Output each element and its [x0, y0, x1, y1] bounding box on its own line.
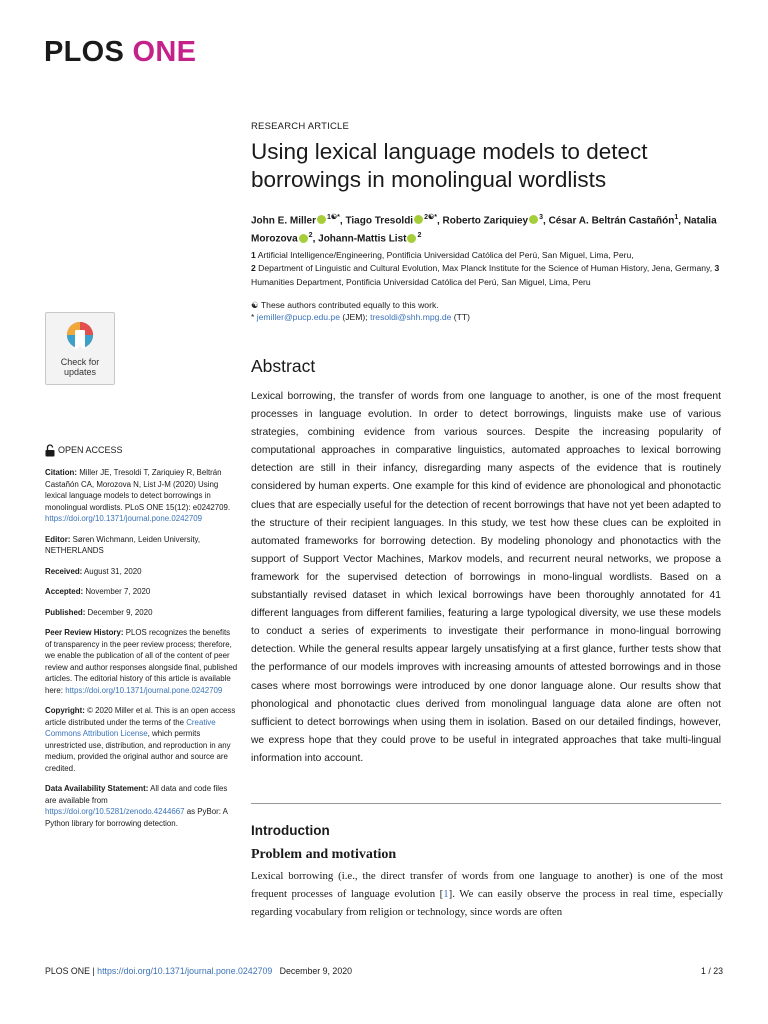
- editor-label: Editor:: [45, 534, 71, 544]
- copyright-text: © 2020 Miller et al. This is an open access article distributed under the terms of the: [45, 706, 236, 727]
- affiliations: [251, 249, 731, 289]
- author-name[interactable]: , Roberto Zariquiey: [437, 215, 529, 227]
- problem-motivation-heading: Problem and motivation: [251, 847, 397, 862]
- intro-text-start: Lexical borrowing (i.e., the direct transfer of words from one language to another) is one of the most frequent processes of language evolution [: [251, 870, 723, 900]
- footer-date: December 9, 2020: [279, 966, 352, 976]
- article-title: Using lexical language models to detect borrowings in monolingual wordlists: [251, 139, 648, 192]
- data-availability-label: Data Availability Statement:: [45, 784, 149, 793]
- orcid-icon[interactable]: [299, 234, 308, 243]
- email-link[interactable]: jemiller@pucp.edu.pe: [256, 311, 340, 322]
- footer-left: [45, 966, 352, 976]
- introduction-paragraph: [251, 867, 723, 921]
- copyright-label: Copyright:: [45, 706, 85, 715]
- logo-plos: PLOS: [44, 36, 125, 68]
- author-superscript: 2☯*: [424, 214, 437, 221]
- affiliation-text: Artificial Intelligence/Engineering, Pontificia Universidad Católica del Perú, San Miguel, Lima, Peru,: [257, 250, 634, 260]
- zenodo-link[interactable]: https://doi.org/10.5281/zenodo.4244667: [45, 807, 185, 816]
- author-name[interactable]: , Tiago Tresoldi: [339, 215, 414, 227]
- editor-block: [45, 534, 238, 557]
- copyright-text-end: , which permits unrestricted use, distribution, and reproduction in any medium, provided the original author and source are credited.: [45, 729, 231, 773]
- intro-text-end: ]. We can easily observe the process in real time, especially regarding vocabulary from religion or technology, since words are often: [251, 888, 723, 918]
- author-superscript: 2: [417, 232, 422, 240]
- author-name[interactable]: , Johann-Mattis List: [312, 233, 407, 245]
- orcid-icon[interactable]: [529, 215, 538, 224]
- citation-label: Citation:: [45, 468, 77, 477]
- section-divider: [251, 803, 721, 804]
- peer-review-block: [45, 627, 238, 696]
- email-link[interactable]: tresoldi@shh.mpg.de: [370, 311, 452, 322]
- affiliation-text: Humanities Department, Pontificia Universidad Católica del Perú, San Miguel, Lima, Peru: [251, 276, 591, 287]
- open-lock-icon: [45, 444, 55, 457]
- equal-contribution-note: ☯ These authors contributed equally to this work.: [251, 300, 439, 310]
- author-superscript: 2: [308, 232, 313, 240]
- footer-doi-link[interactable]: https://doi.org/10.1371/journal.pone.0242709: [97, 966, 273, 976]
- citation-block: [45, 467, 238, 525]
- footer-separator: |: [89, 966, 98, 976]
- check-for-updates-badge[interactable]: [45, 312, 115, 385]
- accepted-block: [45, 586, 238, 598]
- accepted-label: Accepted:: [45, 587, 84, 596]
- published-block: [45, 607, 238, 619]
- badge-label: [46, 357, 114, 377]
- peer-review-label: Peer Review History:: [45, 628, 124, 637]
- introduction-heading: Introduction: [251, 823, 330, 838]
- published-label: Published:: [45, 607, 86, 617]
- author-list: [251, 210, 741, 247]
- open-access-label: [45, 444, 238, 457]
- orcid-icon[interactable]: [414, 215, 423, 224]
- author-superscript: 1☯*: [327, 214, 340, 221]
- abstract-heading: Abstract: [251, 356, 316, 376]
- orcid-icon[interactable]: [407, 234, 416, 243]
- author-name[interactable]: , Natalia Morozova: [251, 215, 717, 245]
- citation-doi-link[interactable]: https://doi.org/10.1371/journal.pone.0242709: [45, 514, 203, 523]
- affiliation-number: 1: [251, 250, 256, 260]
- affiliation-text: Department of Linguistic and Cultural Evolution, Max Planck Institute for the Science of Human History, Jena, Germany,: [258, 263, 713, 274]
- corresponding-emails: [251, 312, 731, 324]
- badge-line1: Check for: [60, 357, 100, 367]
- logo-one: ONE: [132, 36, 197, 68]
- affiliation-number: 2: [251, 263, 256, 274]
- license-link[interactable]: Creative Commons Attribution License: [45, 717, 216, 738]
- page-number: 1 / 23: [700, 966, 723, 976]
- peer-review-link[interactable]: https://doi.org/10.1371/journal.pone.0242709: [65, 685, 223, 695]
- article-info-sidebar: [45, 444, 238, 838]
- badge-line2: updates: [63, 367, 97, 377]
- journal-logo[interactable]: [44, 36, 196, 69]
- crossmark-icon: [63, 320, 97, 356]
- copyright-block: [45, 705, 238, 774]
- author-superscript: 1: [674, 214, 679, 221]
- article-type: RESEARCH ARTICLE: [251, 121, 350, 132]
- received-label: Received:: [45, 566, 83, 576]
- editor-text: Søren Wichmann, Leiden University, NETHERLANDS: [45, 534, 201, 555]
- footer-journal: PLOS ONE: [45, 966, 90, 976]
- author-name[interactable]: John E. Miller: [251, 215, 317, 227]
- affiliation-number: 3: [714, 263, 720, 274]
- accepted-date: November 7, 2020: [83, 587, 151, 596]
- star-mark: *: [251, 311, 257, 322]
- author-name[interactable]: , César A. Beltrán Castañón: [543, 215, 675, 227]
- reference-link[interactable]: 1: [443, 888, 449, 900]
- data-availability-block: [45, 783, 238, 829]
- received-block: [45, 566, 238, 578]
- open-access-text: OPEN ACCESS: [58, 444, 123, 455]
- published-date: December 9, 2020: [85, 607, 153, 617]
- citation-text: Miller JE, Tresoldi T, Zariquiey R, Beltrán Castañón CA, Morozova N, List J-M (2020) Using lexical language models to detect borrowings in monolingual wordlists. PLoS ONE 15(12): e0242709.: [45, 468, 231, 512]
- contributions: [251, 300, 731, 323]
- abstract-text: Lexical borrowing, the transfer of words from one language to another, is one of the most frequent processes in language evolution. In order to detect borrowings, linguists make use of various strategies, combining evidence from various sources. Despite the increasing popularity of computational approaches in comparative linguistics, automated approaches to lexical borrowing detection are still in their infancy, disregarding many aspects of the evidence that is routinely considered by human experts. One example for this kind of evidence are phonological and phonotactic clues that are especially useful for the detection of recent borrowings that have not yet been adapted to the structure of their recipient languages. In this study, we test how these clues can be exploited in automated frameworks for borrowing detection. By modeling phonology and phonotactics with the support of Support Vector Machines, Markov models, and recurrent neural networks, we propose a framework for the supervised detection of borrowings in mono-lingual wordlists. Based on a substantially revised dataset in which lexical borrowings have been thoroughly annotated for 41 different languages from different families, featuring a large typological diversity, we use these models to conduct a series of experiments to investigate their performance in mono-lingual borrowing detection. While the general results appear largely unsatisfying at a first glance, further tests show that the performance of our models improves with increasing amounts of attested borrowings and in those cases where most borrowings were introduced by one donor language alone. Our results show that phonological and phonotactic clues derived from monolingual language data alone are often not sufficient to detect borrowings when using them in isolation. Based on our detailed findings, however, we express hope that they could prove to be useful in integrated approaches that take multi-lingual information into account.: [251, 391, 721, 764]
- peer-review-text: PLOS recognizes the benefits of transparency in the peer review process; therefore, we enable the publication of all of the content of peer review and author responses alongside final, published articles. The editorial history of this article is available here:: [45, 628, 238, 695]
- orcid-icon[interactable]: [317, 215, 326, 224]
- author-superscript: 3: [539, 214, 544, 221]
- data-availability-text-end: as PyBor: A Python library for borrowing detection.: [45, 807, 228, 828]
- email-note: (JEM);: [339, 311, 371, 322]
- email-note: (TT): [451, 311, 471, 322]
- received-date: August 31, 2020: [82, 566, 142, 576]
- data-availability-text: All data and code files are available from: [45, 784, 228, 805]
